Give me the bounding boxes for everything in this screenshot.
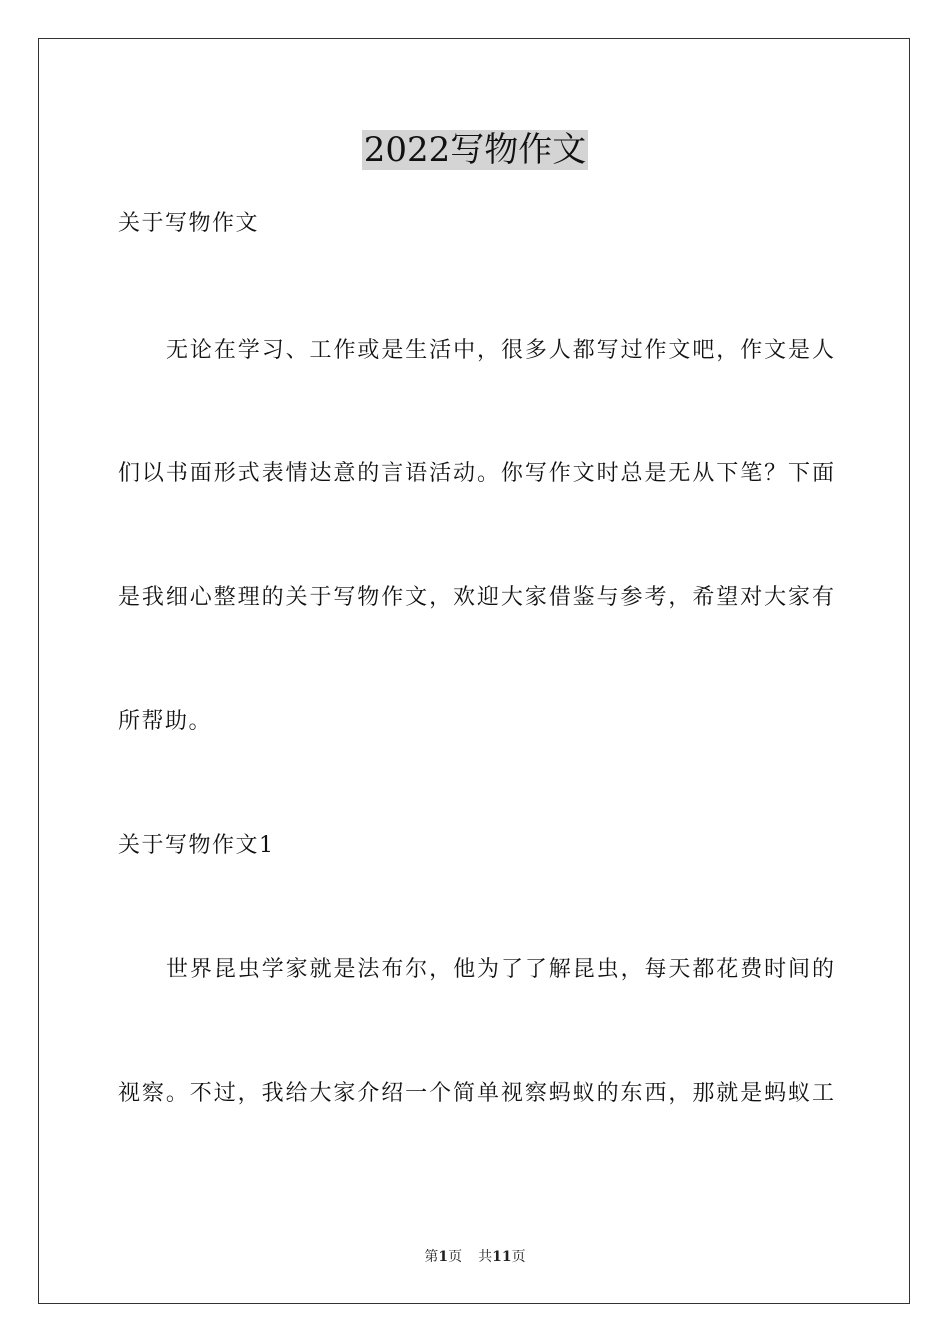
document-title-text: 2022写物作文	[363, 130, 587, 170]
footer-total-pages: 11	[492, 1249, 512, 1265]
footer-page-prefix: 第	[424, 1249, 439, 1265]
page-footer	[0, 1247, 950, 1267]
section-heading-1: 关于写物作文1	[118, 833, 275, 858]
footer-total-suffix: 页	[511, 1249, 526, 1265]
paragraph-line: 是我细心整理的关于写物作文，欢迎大家借鉴与参考，希望对大家有	[118, 585, 834, 610]
paragraph-line: 们以书面形式表情达意的言语活动。你写作文时总是无从下笔？下面	[118, 461, 834, 486]
paragraph-line: 所帮助。	[118, 709, 213, 734]
footer-total-prefix: 共	[478, 1249, 493, 1265]
footer-page-suffix: 页	[448, 1249, 463, 1265]
paragraph-line: 世界昆虫学家就是法布尔，他为了了解昆虫，每天都花费时间的	[166, 957, 834, 982]
section-heading-intro: 关于写物作文	[118, 211, 260, 236]
document-title	[0, 126, 950, 174]
paragraph-line: 无论在学习、工作或是生活中，很多人都写过作文吧，作文是人	[166, 338, 834, 363]
footer-page-number: 1	[438, 1249, 449, 1265]
paragraph-line: 视察。不过，我给大家介绍一个简单视察蚂蚁的东西，那就是蚂蚁工	[118, 1081, 834, 1106]
